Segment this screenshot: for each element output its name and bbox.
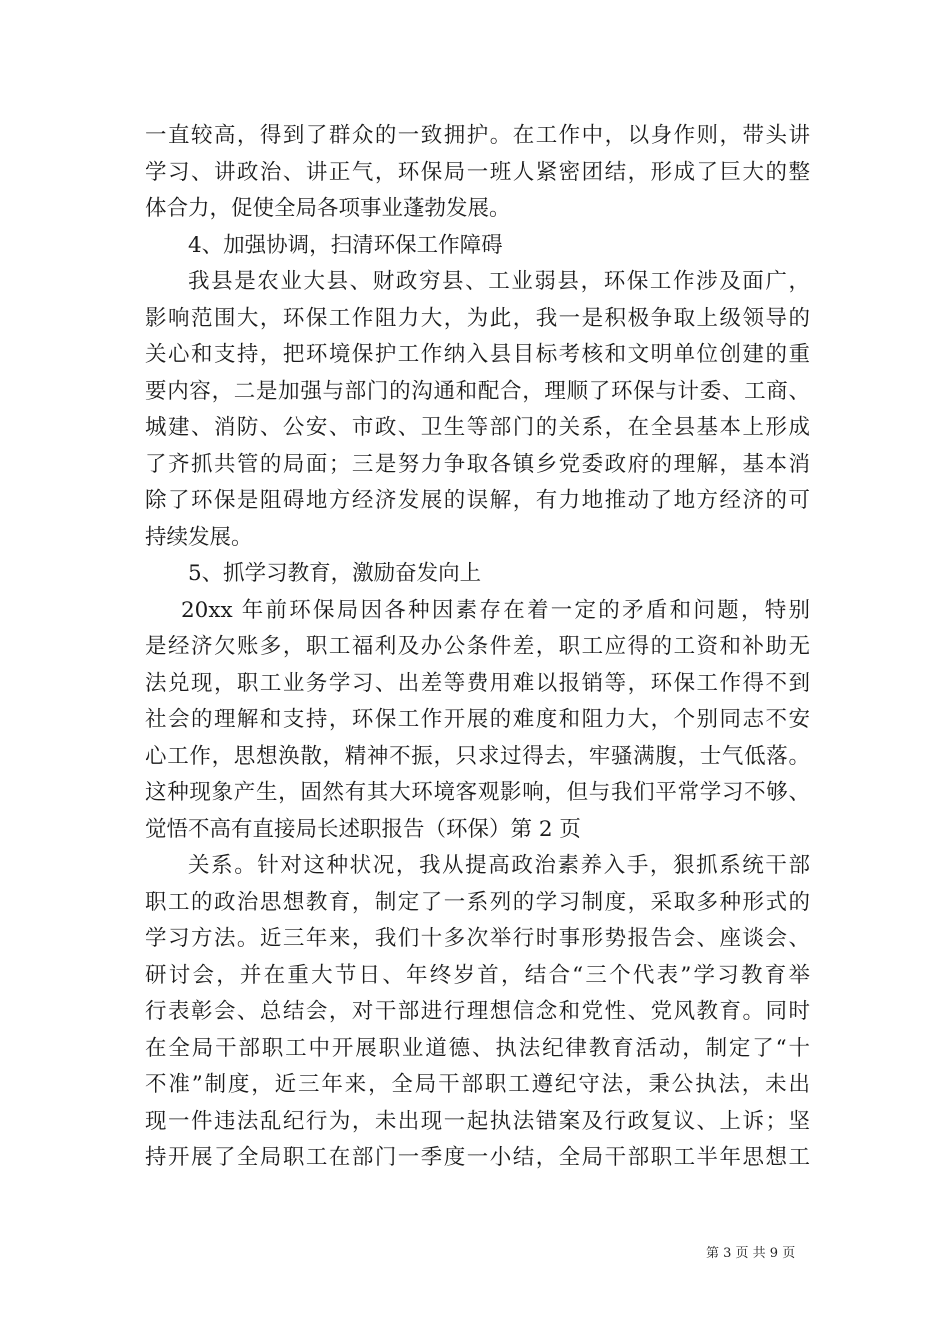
document-body [145,118,810,1177]
text-line: 要内容，二是加强与部门的沟通和配合，理顺了环保与计委、工商、 [145,378,810,404]
text-line: 心工作，思想涣散，精神不振，只求过得去，牢骚满腹，士气低落。 [145,743,810,769]
text-line: 学习方法。近三年来，我们十多次举行时事形势报告会、座谈会、 [145,926,810,951]
text-line: 一直较高，得到了群众的一致拥护。在工作中，以身作则，带头讲 [145,123,810,148]
text-line: 我县是农业大县、财政穷县、工业弱县，环保工作涉及面广， [188,269,810,294]
text-line: 是经济欠账多，职工福利及办公条件差，职工应得的工资和补助无 [145,634,810,659]
text-line: 持开展了全局职工在部门一季度一小结，全局干部职工半年思想工 [145,1145,810,1170]
page-number: 第 3 页 共 9 页 [706,1246,796,1261]
text-line: 城建、消防、公安、市政、卫生等部门的关系，在全县基本上形成 [145,415,810,440]
text-line: 学习、讲政治、讲正气，环保局一班人紧密团结，形成了巨大的整 [145,159,810,185]
text-line: 了齐抓共管的局面；三是努力争取各镇乡党委政府的理解，基本消 [145,451,810,477]
text-line: 职工的政治思想教育，制定了一系列的学习制度，采取多种形式的 [145,889,810,915]
text-line: 持续发展。 [145,524,253,550]
text-line: 这种现象产生，固然有其大环境客观影响，但与我们平常学习不够、 [145,780,810,805]
text-line: 关心和支持，把环境保护工作纳入县目标考核和文明单位创建的重 [145,342,810,367]
text-line: 不准”制度，近三年来，全局干部职工遵纪守法，秉公执法，未出 [145,1072,810,1097]
text-line: 法兑现，职工业务学习、出差等费用难以报销等，环保工作得不到 [145,670,810,696]
text-line: 除了环保是阻碍地方经济发展的误解，有力地推动了地方经济的可 [145,488,810,513]
text-line: 行表彰会、总结会，对干部进行理想信念和党性、党风教育。同时 [145,999,810,1024]
section-heading: 5、抓学习教育，激励奋发向上 [188,561,482,586]
text-line: 在全局干部职工中开展职业道德、执法纪律教育活动，制定了“十 [145,1035,810,1061]
text-line: 觉悟不高有直接局长述职报告（环保）第 2 页 [145,816,581,842]
text-line: 体合力，促使全局各项事业蓬勃发展。 [145,196,511,221]
text-line: 关系。针对这种状况，我从提高政治素养入手，狠抓系统干部 [188,853,810,878]
text-line: 现一件违法乱纪行为，未出现一起执法错案及行政复议、上诉；坚 [145,1108,810,1134]
section-heading: 4、加强协调，扫清环保工作障碍 [188,232,503,258]
text-line: 社会的理解和支持，环保工作开展的难度和阻力大，个别同志不安 [145,707,810,732]
text-line: 影响范围大，环保工作阻力大，为此，我一是积极争取上级领导的 [145,305,810,331]
text-line: 研讨会，并在重大节日、年终岁首，结合“三个代表”学习教育举 [145,962,810,988]
text-line: 20xx 年前环保局因各种因素存在着一定的矛盾和问题，特别 [181,597,810,623]
